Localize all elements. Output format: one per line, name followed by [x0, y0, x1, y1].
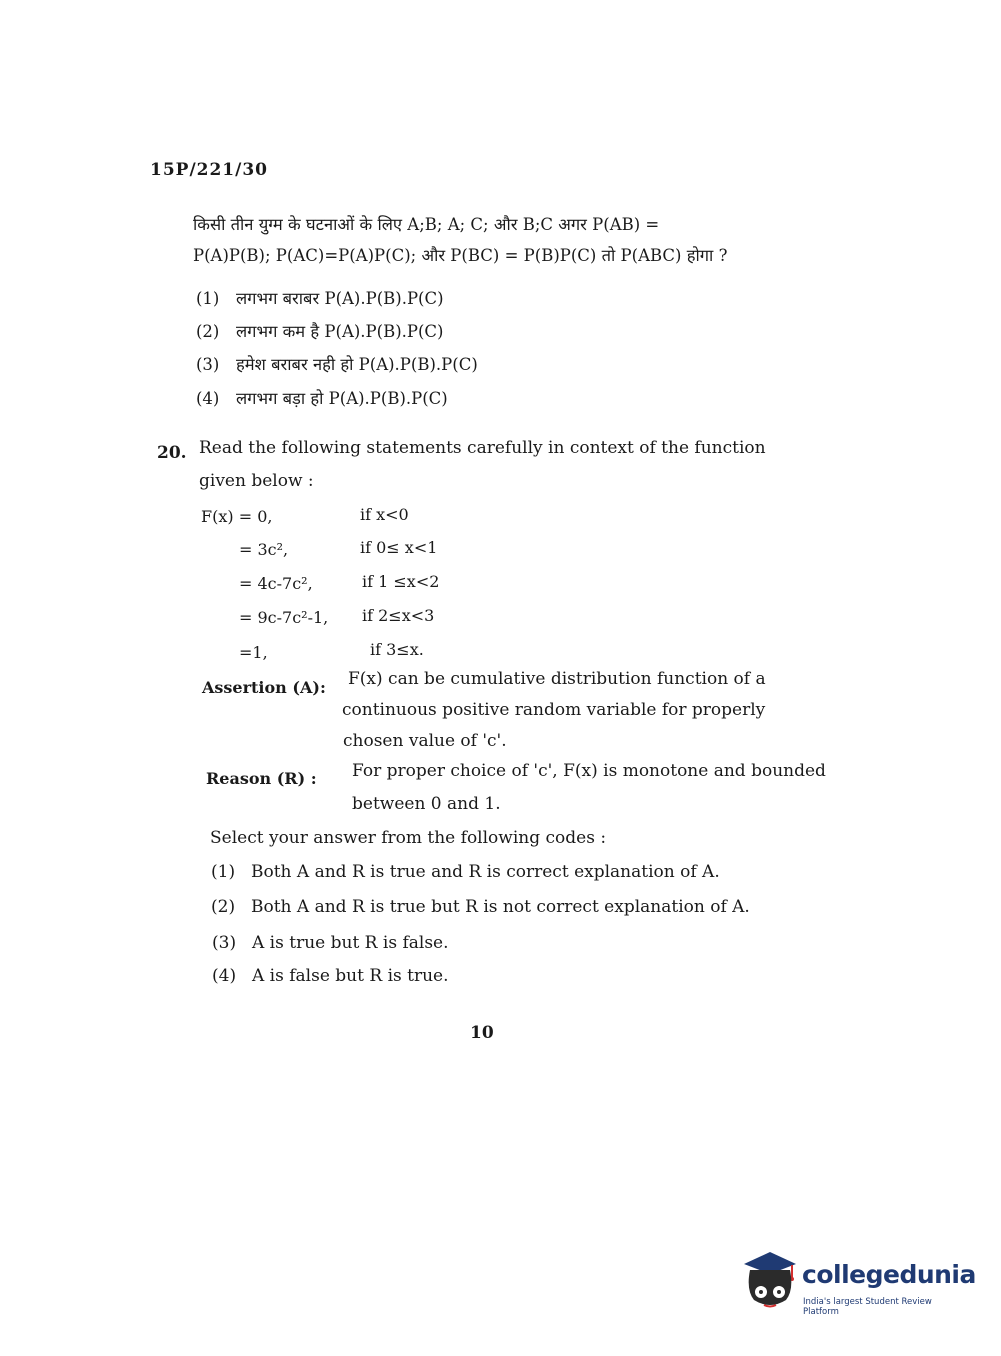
reason-line-1: For proper choice of 'c', F(x) is monotone and bounded [352, 761, 826, 781]
q19-option-number: (2) [196, 322, 220, 341]
function-cond-4: if 2≤x<3 [362, 606, 435, 625]
q20-option-number: (1) [211, 862, 236, 882]
q20-option-number: (4) [212, 966, 237, 986]
function-cond-2: if 0≤ x<1 [360, 538, 438, 557]
q19-text-line-2: P(A)P(B); P(AC)=P(A)P(C); और P(BC) = P(B)P(C) तो P(ABC) होगा ? [193, 246, 728, 265]
reason-label: Reason (R) : [206, 769, 317, 788]
q20-option-2 [211, 897, 750, 917]
q19-option-number: (3) [196, 355, 220, 374]
q19-option-4 [196, 386, 448, 409]
q20-intro-line-1: Read the following statements carefully in context of the function [199, 438, 766, 458]
q19-option-3 [196, 352, 478, 375]
function-expr-1: F(x) = 0, [201, 507, 273, 526]
function-cond-3: if 1 ≤x<2 [362, 572, 440, 591]
q19-option-number: (1) [196, 289, 220, 308]
q19-option-text: लगभग कम है P(A).P(B).P(C) [236, 322, 444, 341]
function-expr-5: =1, [239, 643, 268, 662]
page-number: 10 [470, 1023, 494, 1043]
collegedunia-watermark [740, 1250, 976, 1320]
q20-option-number: (2) [211, 897, 236, 917]
q19-option-text: लगभग बड़ा हो P(A).P(B).P(C) [236, 389, 448, 408]
brand-tagline: India's largest Student Review Platform [803, 1297, 932, 1317]
function-expr-3: = 4c-7c², [239, 574, 313, 593]
function-cond-1: if x<0 [360, 505, 409, 524]
q19-option-2 [196, 319, 444, 342]
q20-option-3 [212, 933, 449, 953]
q19-option-number: (4) [196, 389, 220, 408]
select-prompt: Select your answer from the following codes : [210, 828, 607, 848]
q20-number: 20. [157, 443, 187, 463]
function-cond-5: if 3≤x. [370, 640, 424, 659]
q20-intro-line-2: given below : [199, 471, 314, 491]
q20-option-text: A is true but R is false. [252, 933, 449, 953]
function-expr-2: = 3c², [239, 540, 289, 559]
assertion-line-2: continuous positive random variable for properly [342, 700, 766, 720]
q20-option-text: A is false but R is true. [252, 966, 449, 986]
q20-option-text: Both A and R is true but R is not correct explanation of A. [251, 897, 750, 917]
q20-option-number: (3) [212, 933, 237, 953]
q19-option-text: लगभग बराबर P(A).P(B).P(C) [236, 289, 444, 308]
reason-line-2: between 0 and 1. [352, 794, 501, 814]
q19-option-1 [196, 286, 444, 309]
q20-option-1 [211, 862, 720, 882]
q20-option-text: Both A and R is true and R is correct explanation of A. [251, 862, 720, 882]
q19-option-text: हमेश बराबर नही हो P(A).P(B).P(C) [236, 355, 478, 374]
mascot-logo-icon [740, 1250, 800, 1312]
function-expr-4: = 9c-7c²-1, [239, 608, 329, 627]
assertion-line-3: chosen value of 'c'. [343, 731, 507, 751]
q20-option-4 [212, 966, 449, 986]
q19-text-line-1: किसी तीन युग्म के घटनाओं के लिए A;B; A; C; और B;C अगर P(AB) = [193, 215, 660, 234]
paper-code: 15P/221/30 [150, 160, 269, 180]
assertion-label: Assertion (A): [202, 678, 326, 697]
assertion-line-1: F(x) can be cumulative distribution function of a [348, 669, 766, 689]
brand-name: collegedunia [802, 1260, 976, 1289]
